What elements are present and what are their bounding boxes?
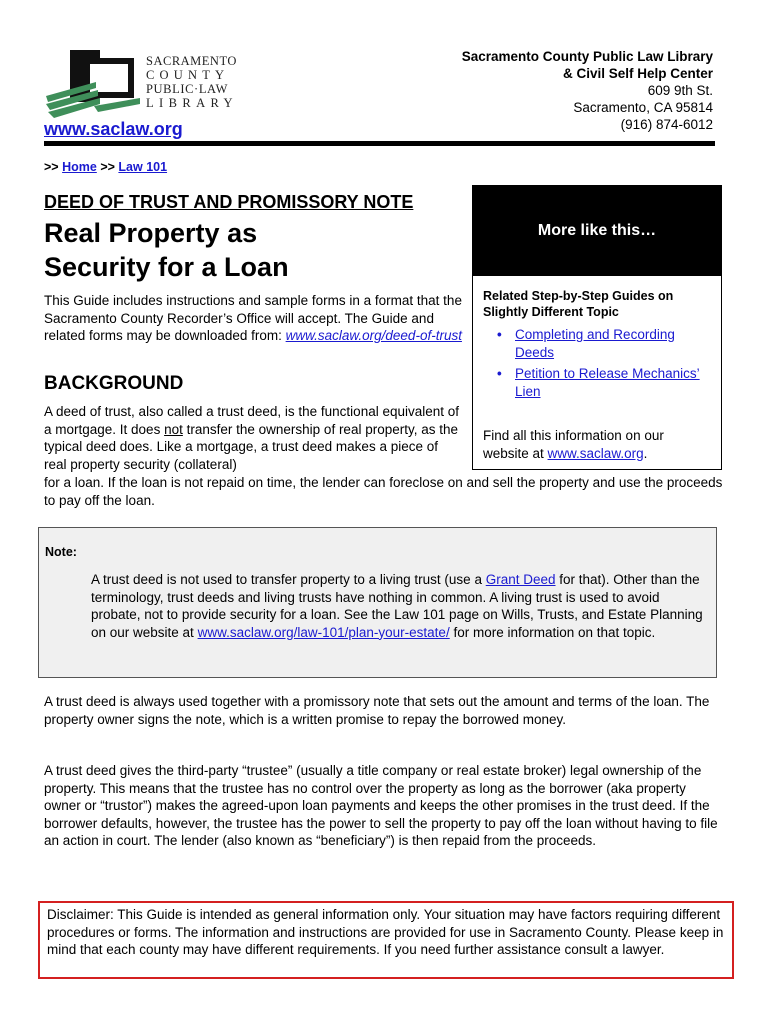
- mechanics-lien-link[interactable]: Petition to Release Mechanics’ Lien: [515, 366, 700, 399]
- related-guides-box: [472, 185, 722, 470]
- book-logo-icon: [44, 48, 144, 122]
- org-subname: & Civil Self Help Center: [562, 66, 713, 81]
- org-name: Sacramento County Public Law Library: [461, 49, 713, 64]
- breadcrumb-law101-link[interactable]: Law 101: [118, 160, 168, 174]
- street-address: 609 9th St.: [647, 83, 713, 98]
- breadcrumb-home-link[interactable]: Home: [62, 160, 97, 174]
- background-heading: BACKGROUND: [44, 373, 184, 394]
- trustee-paragraph: A trust deed gives the third-party “trustee” (usually a title company or real estate broker) legal ownership of the property. This means that the trustee has no control over the property as long as the borrower (aka property owner or “trustor”) makes the agreed-upon loan payments and keeps the other promises in the trust deed. If the borrower defaults, however, the trustee has the power to sell the property to pay off the loan without having to file an action in court. The lender (also known as “beneficiary”) is then repaid from the proceeds.: [44, 763, 718, 848]
- related-links-list: [497, 326, 711, 400]
- breadcrumb: >> Home >> Law 101: [44, 160, 168, 174]
- grant-deed-link[interactable]: Grant Deed: [485, 572, 556, 587]
- library-logo: [44, 48, 264, 122]
- city-address: Sacramento, CA 95814: [573, 100, 713, 115]
- guide-kicker: DEED OF TRUST AND PROMISSORY NOTE: [44, 192, 414, 212]
- library-address: [462, 48, 713, 133]
- note-box: [38, 527, 717, 678]
- completing-recording-deeds-link[interactable]: Completing and Recording Deeds: [515, 327, 675, 360]
- logo-wordmark: SACRAMENTO COUNTY PUBLIC·LAW LIBRARY: [146, 54, 238, 110]
- sidebar-footer: Find all this information on our website at www.saclaw.org.: [483, 428, 664, 461]
- sidebar-heading: More like this…: [473, 186, 721, 276]
- page-title: Real Property as Security for a Loan: [44, 218, 289, 282]
- plan-your-estate-link[interactable]: www.saclaw.org/law-101/plan-your-estate/: [197, 624, 450, 640]
- note-label: Note:: [45, 545, 77, 559]
- background-paragraph: A deed of trust, also called a trust deed, is the functional equivalent of a mortgage. It does not transfer the ownership of real property, as the typical deed does. Like a mortgage, a trust deed makes a piece of real property security (collateral): [44, 404, 460, 472]
- intro-paragraph: This Guide includes instructions and sample forms in a format that the Sacramento County Recorder’s Office will accept. The Guide and related forms may be downloaded from: www.saclaw.org/deed-of-trust: [44, 293, 462, 343]
- list-item: [497, 365, 711, 400]
- not-emphasis: not: [164, 421, 183, 437]
- deed-of-trust-link[interactable]: www.saclaw.org/deed-of-trust: [285, 328, 462, 343]
- disclaimer-box: Disclaimer: This Guide is intended as general information only. Your situation may have factors requiring different procedures or forms. The information and instructions are provided for use in Sacramento County. Please keep in mind that each county may have different requirements. If you need further assistance consult a lawyer.: [38, 901, 734, 979]
- header-rule: [44, 141, 715, 146]
- sidebar-subheading: Related Step-by-Step Guides on Slightly Different Topic: [483, 289, 674, 319]
- sidebar-site-link[interactable]: www.saclaw.org: [547, 445, 644, 461]
- promissory-note-paragraph: A trust deed is always used together with a promissory note that sets out the amount and terms of the loan. The property owner signs the note, which is a written promise to repay the borrowed money.: [44, 694, 710, 727]
- list-item: [497, 326, 711, 361]
- site-link[interactable]: www.saclaw.org: [44, 119, 183, 139]
- phone-number: (916) 874-6012: [620, 117, 713, 132]
- note-text: A trust deed is not used to transfer property to a living trust (use a Grant Deed for that). Other than the terminology, trust deeds and living trusts have nothing in common. A living trust is used to avoid probate, not to provide security for a loan. See the Law 101 page on Wills, Trusts, and Estate Planning on our website at www.saclaw.org/law-101/plan-your-estate/ for more information on that topic.: [91, 572, 703, 640]
- background-paragraph-cont: for a loan. If the loan is not repaid on time, the lender can foreclose on and sell the property and use the proceeds to pay off the loan.: [44, 475, 723, 508]
